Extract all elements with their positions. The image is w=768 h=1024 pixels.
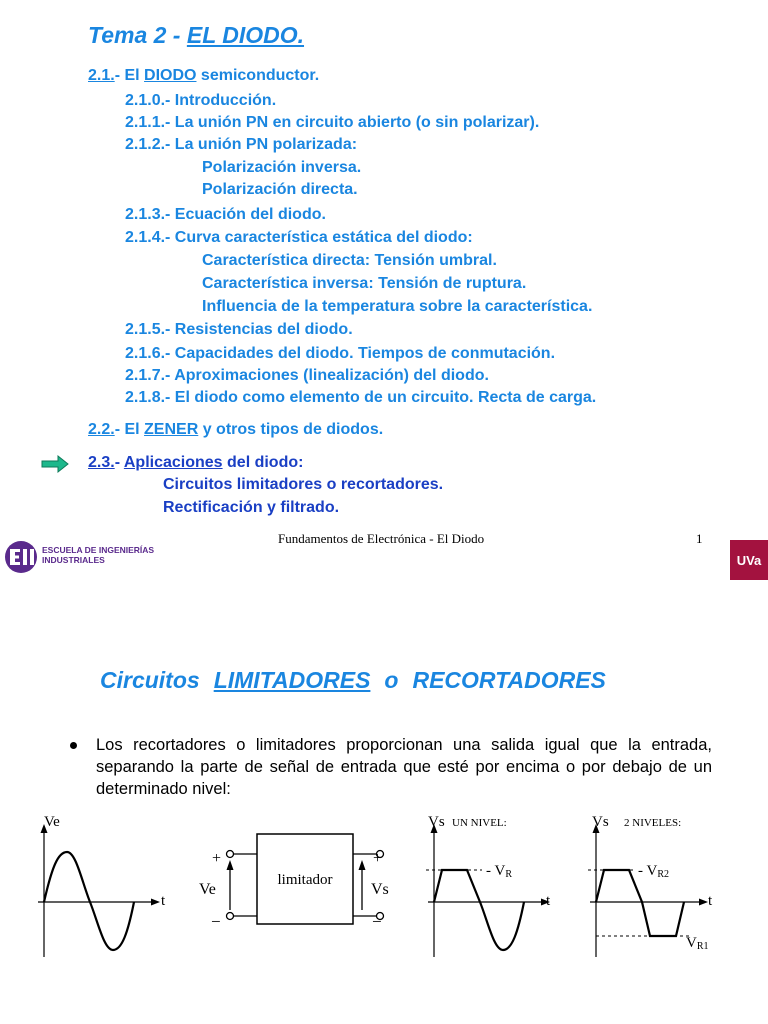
toc-item: 2.1.2.- La unión PN polarizada: — [125, 136, 358, 153]
toc-subitem: Característica inversa: Tensión de ruptura. — [202, 275, 527, 292]
title-keyword: LIMITADORES — [213, 667, 371, 693]
toc-item: 2.1.6.- Capacidades del diodo. Tiempos de conmutación. — [125, 345, 556, 362]
slide-2-title — [100, 667, 606, 694]
toc-subitem: Rectificación y filtrado. — [163, 499, 340, 516]
vr-level-label: - VR — [486, 863, 512, 880]
limitador-block-figure — [195, 812, 395, 937]
figure-caption: 2 NIVELES: — [624, 817, 682, 829]
vr2-level-label: - VR2 — [638, 863, 669, 880]
slide-title — [88, 22, 304, 49]
section-text-post: del diodo: — [222, 454, 304, 471]
toc-subitem: Influencia de la temperatura sobre la característica. — [202, 298, 593, 315]
section-keyword: DIODO — [144, 67, 197, 84]
title-word: o — [384, 667, 399, 693]
toc-item: 2.1.3.- Ecuación del diodo. — [125, 206, 326, 223]
x-axis-arrow-icon — [699, 899, 708, 906]
school-logo-icon — [4, 540, 40, 574]
toc-item: 2.1.1.- La unión PN en circuito abierto (o sin polarizar). — [125, 114, 540, 131]
one-level-clipper-figure — [420, 812, 570, 957]
toc-subitem: Circuitos limitadores o recortadores. — [163, 476, 444, 493]
input-plus-sign: + — [212, 850, 222, 867]
sine-wave — [44, 852, 134, 950]
section-text-pre: - — [114, 454, 124, 471]
toc-item: 2.1.8.- El diodo como elemento de un circuito. Recta de carga. — [125, 389, 597, 406]
bullet-dot-icon — [70, 742, 77, 749]
section-number: 2.1. — [88, 67, 115, 84]
x-axis-label: t — [708, 893, 713, 909]
limitador-label: limitador — [277, 872, 333, 888]
toc-item: 2.1.4.- Curva característica estática del diodo: — [125, 229, 473, 246]
toc-subitem: Polarización inversa. — [202, 159, 362, 176]
toc-section-2-2 — [88, 420, 383, 440]
section-text-pre: - El — [114, 421, 145, 438]
vr1-level-label: VR1 — [686, 935, 709, 952]
slide-2 — [0, 590, 768, 1024]
two-level-clipper-figure — [582, 812, 762, 957]
logo-line-1: ESCUELA DE INGENIERÍAS — [42, 545, 155, 555]
input-waveform-figure — [30, 812, 180, 957]
figure-caption: UN NIVEL: — [452, 817, 507, 829]
section-number: 2.2. — [88, 421, 115, 438]
logo-line-2: INDUSTRIALES — [42, 555, 105, 565]
section-text-post: y otros tipos de diodos. — [198, 421, 384, 438]
toc-section-2-3 — [88, 453, 303, 473]
x-axis-label: t — [546, 893, 551, 909]
current-section-arrow-icon — [40, 454, 70, 474]
toc-section-2-1 — [88, 66, 319, 86]
clipped-wave — [434, 870, 524, 950]
output-plus-sign: + — [373, 850, 383, 867]
school-logo-text — [42, 545, 154, 565]
y-axis-label: Vs — [428, 814, 445, 830]
bullet-text: Los recortadores o limitadores proporcionan una salida igual que la entrada, separando la parte de señal de entrada que esté por encima o por debajo de un determinado nivel: — [96, 736, 712, 798]
section-number: 2.3. — [88, 454, 115, 471]
uva-logo: UVa — [730, 540, 768, 580]
section-text-pre: - El — [114, 67, 145, 84]
input-arrow-icon — [227, 860, 234, 870]
section-text-post: semiconductor. — [196, 67, 320, 84]
two-level-clipped-wave — [596, 870, 684, 936]
section-keyword: ZENER — [144, 421, 199, 438]
title-word: Circuitos — [100, 667, 200, 693]
page-number: 1 — [696, 531, 703, 546]
y-axis-label: Vs — [592, 814, 609, 830]
x-axis-label: t — [161, 893, 166, 909]
section-keyword: Aplicaciones — [123, 454, 223, 471]
toc-subitem: Polarización directa. — [202, 181, 358, 198]
input-voltage-label: Ve — [199, 881, 216, 898]
toc-item: 2.1.5.- Resistencias del diodo. — [125, 321, 353, 338]
title-word: RECORTADORES — [412, 667, 606, 693]
toc-item: 2.1.0.- Introducción. — [125, 92, 277, 109]
y-axis-label: Ve — [44, 814, 60, 830]
toc-item: 2.1.7.- Aproximaciones (linealización) del diodo. — [125, 367, 489, 384]
toc-subitem: Característica directa: Tensión umbral. — [202, 252, 497, 269]
output-minus-sign: − — [372, 912, 382, 931]
output-arrow-icon — [359, 860, 366, 870]
title-prefix: Tema 2 - — [88, 22, 187, 48]
input-terminal-top — [227, 851, 234, 858]
footer-text: Fundamentos de Electrónica - El Diodo — [278, 531, 485, 546]
output-voltage-label: Vs — [371, 881, 389, 898]
x-axis-arrow-icon — [151, 899, 160, 906]
input-minus-sign: − — [211, 912, 221, 931]
input-terminal-bottom — [227, 913, 234, 920]
title-main: EL DIODO. — [186, 22, 305, 48]
